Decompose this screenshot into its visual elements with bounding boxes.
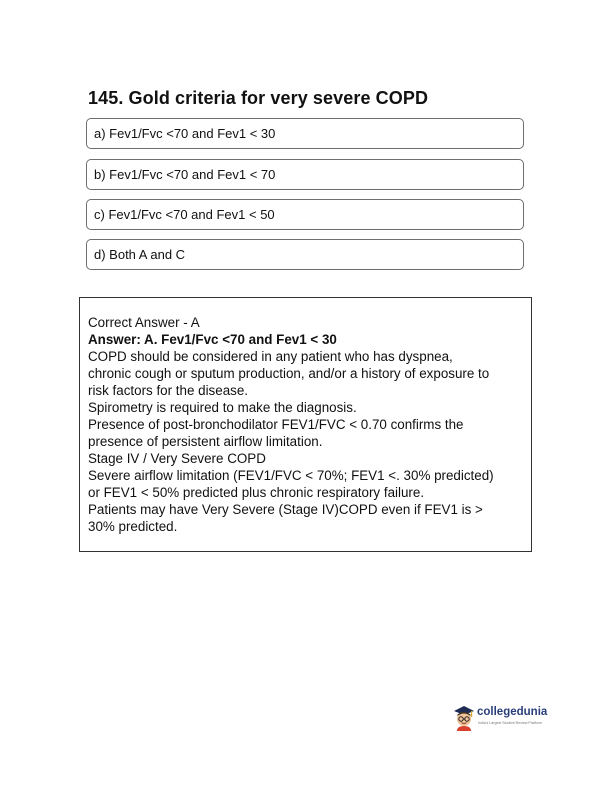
explanation-line: 30% predicted.: [88, 519, 178, 534]
explanation-line: risk factors for the disease.: [88, 383, 249, 398]
question-title: 145. Gold criteria for very severe COPD: [88, 88, 429, 108]
answer-box: [79, 297, 532, 552]
explanation-line: Patients may have Very Severe (Stage IV)COPD even if FEV1 is >: [88, 502, 483, 517]
explanation-line: Severe airflow limitation (FEV1/FVC < 70%; FEV1 <. 30% predicted): [88, 468, 494, 483]
explanation-line: chronic cough or sputum production, and/or a history of exposure to: [88, 366, 490, 381]
explanation-line: presence of persistent airflow limitation.: [88, 434, 323, 449]
option-a[interactable]: a) Fev1/Fvc <70 and Fev1 < 30: [86, 118, 524, 149]
graduate-mascot-icon: [452, 705, 476, 731]
explanation-line: Spirometry is required to make the diagnosis.: [88, 400, 357, 415]
answer-heading: Answer: A. Fev1/Fvc <70 and Fev1 < 30: [88, 332, 337, 347]
logo-tagline: India's Largest Student Review Platform: [478, 721, 542, 725]
option-b[interactable]: b) Fev1/Fvc <70 and Fev1 < 70: [86, 159, 524, 190]
explanation-line: or FEV1 < 50% predicted plus chronic respiratory failure.: [88, 485, 425, 500]
correct-answer-label: Correct Answer - A: [88, 315, 200, 330]
option-d[interactable]: d) Both A and C: [86, 239, 524, 270]
explanation-line: Presence of post-bronchodilator FEV1/FVC < 0.70 confirms the: [88, 417, 464, 432]
explanation-line: Stage IV / Very Severe COPD: [88, 451, 266, 466]
explanation-line: COPD should be considered in any patient who has dyspnea,: [88, 349, 453, 364]
option-c[interactable]: c) Fev1/Fvc <70 and Fev1 < 50: [86, 199, 524, 230]
logo-brand-text: collegedunia: [477, 706, 548, 718]
collegedunia-logo: [452, 705, 562, 731]
